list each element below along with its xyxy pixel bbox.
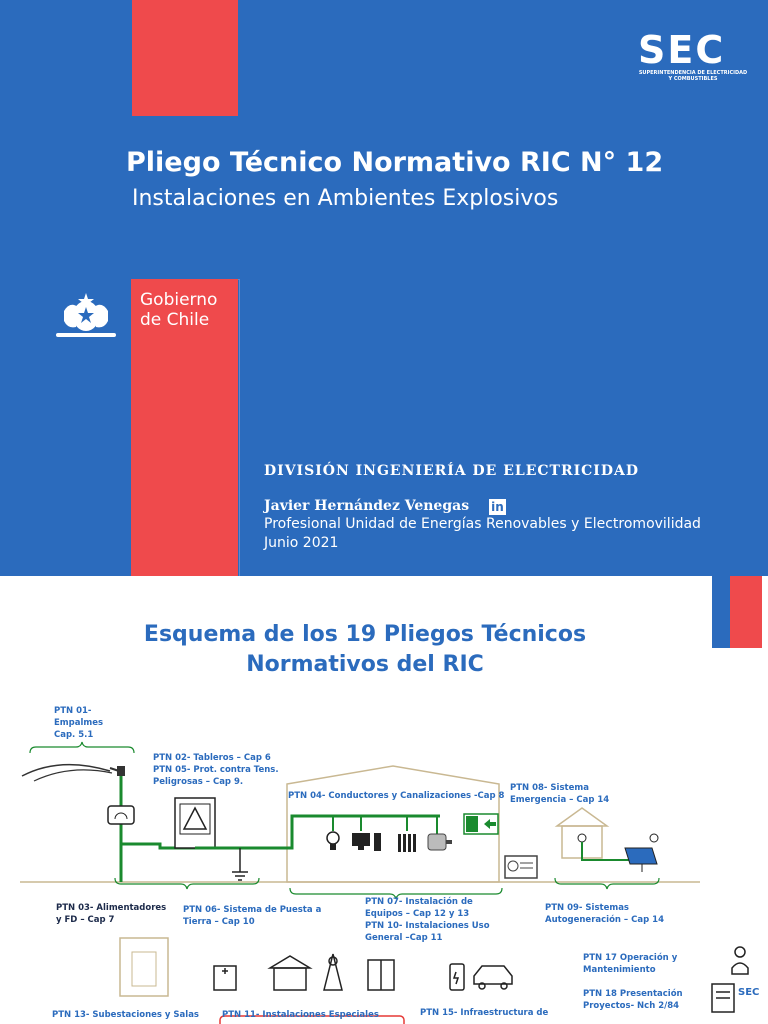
label-ptn02-line1: PTN 02- Tableros – Cap 6 [153,753,271,763]
mine-icon [324,954,342,990]
ground-icon [232,848,248,880]
government-label: Gobierno de Chile [140,290,218,330]
label-ptn06-line2: Tierra – Cap 10 [183,917,255,927]
label-ptn06-line1: PTN 06- Sistema de Puesta a [183,905,322,915]
exit-sign-icon [464,814,498,834]
label-ptn17-line2: Mantenimiento [583,965,656,975]
car-icon [474,966,512,989]
bulb-icon [327,832,339,850]
panel-warning-icon [175,798,215,848]
schema-title-line1: Esquema de los 19 Pliegos Técnicos [143,622,587,647]
brace-ptn03 [115,878,259,889]
school-icon [270,956,310,990]
author-name: Javier Hernández Venegas [264,498,470,514]
slide-subtitle: Instalaciones en Ambientes Explosivos [132,186,559,211]
label-ptn08-line2: Emergencia – Cap 14 [510,795,610,805]
label-ptn10-line2: General –Cap 11 [365,933,443,943]
meter-icon [108,806,134,824]
inverter-icon [505,856,537,878]
ev-charger-icon [450,964,464,990]
label-ptn17-line1: PTN 17 Operación y [583,953,678,963]
label-ptn07-line2: Equipos – Cap 12 y 13 [365,909,470,919]
label-ptn04: PTN 04- Conductores y Canalizaciones -Cap 8 [288,791,505,801]
sec-logo-tagline: SUPERINTENDENCIA DE ELECTRICIDAD Y COMBUSTIBLES [638,70,748,82]
brace-ptn09 [555,878,659,889]
computer-icon [352,833,381,851]
division-title: DIVISIÓN INGENIERÍA DE ELECTRICIDAD [264,463,639,479]
label-ptn18-line1: PTN 18 Presentación [583,989,683,999]
heater-icon [398,834,416,852]
slide-title: Pliego Técnico Normativo RIC N° 12 [126,147,664,178]
label-ptn02-line3: Peligrosas – Cap 9. [153,777,244,787]
presentation-date: Junio 2021 [264,535,339,551]
small-sec-logo: SEC [738,987,760,998]
label-ptn10-line1: PTN 10- Instalaciones Uso [365,921,490,931]
hospital-icon [214,966,236,990]
worker-icon [732,947,748,974]
label-ptn03-line1: PTN 03- Alimentadores [56,903,167,913]
label-ptn01-line1: PTN 01- [54,706,92,716]
red-accent-block [132,0,238,116]
label-ptn01-line2: Empalmes [54,718,104,728]
label-ptn09-line1: PTN 09- Sistemas [545,903,629,913]
label-ptn09-line2: Autogeneración – Cap 14 [545,915,664,925]
label-ptn11: PTN 11- Instalaciones Especiales [222,1010,379,1020]
author-role: Profesional Unidad de Energías Renovables y Electromovilidad [264,516,701,532]
label-ptn07-line1: PTN 07- Instalación de [365,897,473,907]
document-icon [712,984,734,1012]
label-ptn01-line3: Cap. 5.1 [54,730,94,740]
label-ptn02-line2: PTN 05- Prot. contra Tens. [153,765,279,775]
government-logo-blue-panel [42,279,132,576]
label-ptn03-line2: y FD – Cap 7 [56,915,115,925]
label-ptn13: PTN 13- Subestaciones y Salas [52,1010,199,1020]
motor-icon [428,834,452,850]
elevator-icon [368,960,394,990]
linkedin-icon[interactable]: in [489,499,506,515]
schema-title-line2: Normativos del RIC [246,652,484,677]
schema-slide [0,576,768,1024]
solar-panel-icon [625,834,658,872]
label-ptn15: PTN 15- Infraestructura de [420,1008,549,1018]
coat-of-arms-icon [42,279,131,349]
sec-logo-text: SEC [638,28,726,72]
label-ptn18-line2: Proyectos- Nch 2/84 [583,1001,680,1011]
substation-icon [120,938,168,996]
label-ptn08-line1: PTN 08- Sistema [510,783,589,793]
